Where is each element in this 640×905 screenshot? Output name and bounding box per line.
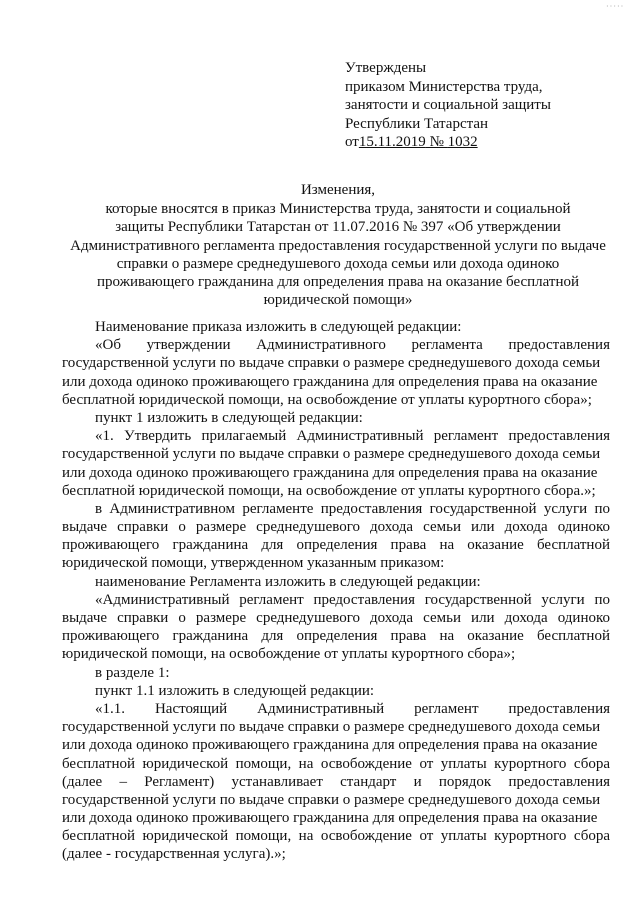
body-line: пункт 1.1 изложить в следующей редакции: [95, 682, 375, 699]
approval-stamp-block [345, 59, 615, 152]
body-line: бесплатной юридической помощи, на освобождение от уплаты курортного сбора [62, 755, 610, 772]
title-heading: Изменения, [300, 182, 376, 198]
title-line: которые вносятся в приказ Министерства труда, занятости и социальной [105, 201, 571, 218]
body-line: государственной услуги по выдаче справки о размере среднедушевого дохода семьи [62, 355, 601, 372]
body-line: (далее - государственная услуга).»; [62, 846, 286, 863]
body-line: или дохода одиноко проживающего гражданина для определения права на оказание [62, 464, 598, 481]
approval-line-3: занятости и социальной защиты [345, 97, 551, 113]
body-line: или дохода одиноко проживающего гражданина для определения права на оказание [62, 373, 598, 390]
document-title [60, 181, 616, 309]
body-line: в разделе 1: [95, 664, 170, 681]
body-line: (далее – Регламент) устанавливает стандарт и порядок предоставления [62, 773, 610, 790]
body-line: государственной услуги по выдаче справки о размере среднедушевого дохода семьи [62, 446, 601, 463]
body-line: или дохода одиноко проживающего гражданина для определения права на оказание [62, 810, 598, 827]
document-body [62, 318, 610, 864]
body-line: Наименование приказа изложить в следующей редакции: [95, 319, 462, 335]
title-line: Административного регламента предоставления государственной услуги по выдаче [70, 237, 606, 254]
body-line: проживающего гражданина для определения права на оказание бесплатной [62, 628, 610, 645]
body-line: проживающего гражданина для определения права на оказание бесплатной [62, 537, 610, 554]
number-prefix: № [425, 134, 448, 150]
approval-line-4: Республики Татарстан [345, 115, 489, 132]
title-line: юридической помощи» [263, 292, 413, 309]
body-line: государственной услуги по выдаче справки о размере среднедушевого дохода семьи [62, 791, 601, 808]
body-line: наименование Регламента изложить в следующей редакции: [95, 573, 481, 590]
approval-date-line [345, 133, 615, 152]
approval-line-2: приказом Министерства труда, [345, 78, 543, 95]
body-line: в Административном регламенте предоставления государственной услуги по [95, 500, 610, 517]
body-line: бесплатной юридической помощи, на освобождение от уплаты курортного сбора»; [62, 391, 592, 408]
title-line: защиты Республики Татарстан от 11.07.2016 № 397 «Об утверждении [115, 219, 561, 236]
body-line: выдаче справки о размере среднедушевого дохода семьи или дохода одиноко [62, 610, 610, 626]
order-number: 1032 [447, 134, 478, 150]
date-prefix: от [345, 134, 359, 150]
approval-line-1: Утверждены [345, 60, 427, 76]
title-line: проживающего гражданина для определения права на оказание бесплатной [96, 274, 580, 291]
title-line: справки о размере среднедушевого дохода семьи или дохода одиноко [116, 255, 560, 272]
body-line: государственной услуги по выдаче справки о размере среднедушевого дохода семьи [62, 719, 601, 736]
body-line: юридической помощи, на освобождение от уплаты курортного сбора»; [62, 646, 516, 663]
body-line: бесплатной юридической помощи, на освобождение от уплаты курортного сбора [62, 828, 610, 845]
scan-page-mark: ····· [606, 2, 625, 11]
body-line: юридической помощи, утвержденном указанным приказом: [62, 555, 445, 572]
body-line: «1.1. Настоящий Административный регламент предоставления [95, 700, 610, 717]
body-line: или дохода одиноко проживающего гражданина для определения права на оказание [62, 737, 598, 754]
body-line: «1. Утвердить прилагаемый Административный регламент предоставления [95, 428, 610, 445]
body-line: пункт 1 изложить в следующей редакции: [95, 409, 363, 426]
body-line: «Об утверждении Административного регламента предоставления [95, 337, 610, 354]
body-line: выдаче справки о размере среднедушевого дохода семьи или дохода одиноко [62, 519, 610, 536]
body-line: бесплатной юридической помощи, на освобождение от уплаты курортного сбора.»; [62, 482, 596, 499]
order-date: 15.11.2019 [358, 134, 426, 150]
body-line: «Административный регламент предоставления государственной услуги по [95, 591, 610, 608]
